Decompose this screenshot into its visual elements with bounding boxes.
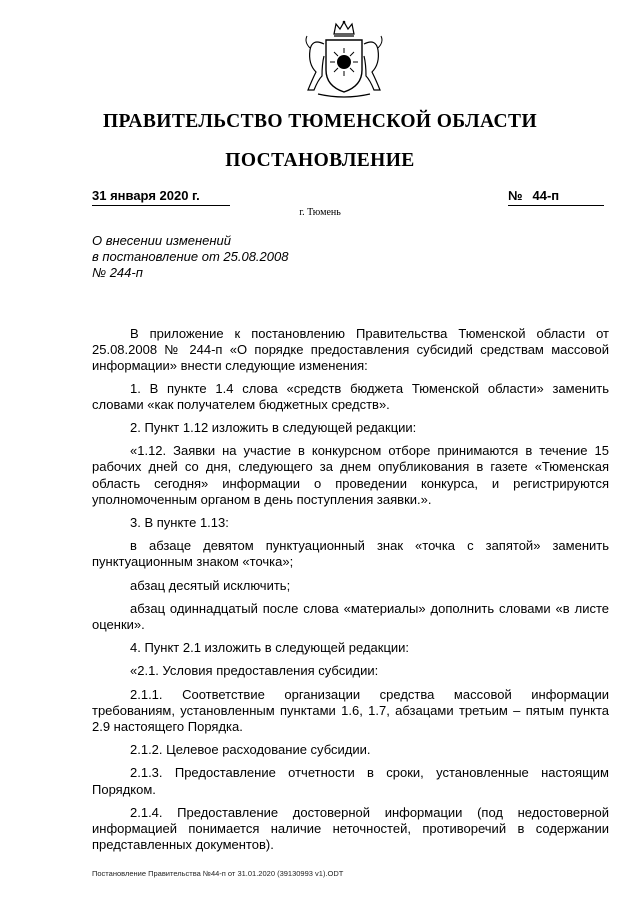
body-paragraph: «2.1. Условия предоставления субсидии: [130,663,379,679]
document-number-field [508,188,604,206]
body-paragraph: 2.1.3. Предоставление отчетности в сроки, установленные настоящим Порядком. [92,765,609,797]
body-paragraph: 2.1.1. Соответствие организации средства массовой информации требованиям, установленным пунктами 1.6, 1.7, абзацами третьим – пятым пункта 2.9 настоящего Порядка. [92,686,609,735]
body-paragraph: В приложение к постановлению Правительства Тюменской области от 25.08.2008 № 244-п «О порядке предоставления субсидий средствам массовой информации» внести следующие изменения: [92,326,609,374]
body-paragraph: 2.1.2. Целевое расходование субсидии. [130,742,371,758]
body-paragraph: 4. Пункт 2.1 изложить в следующей редакции: [130,640,410,656]
page-footer: Постановление Правительства №44-п от 31.01.2020 (39130993 v1).ODT [92,869,344,878]
body-paragraph: 2. Пункт 1.12 изложить в следующей редакции: [130,420,417,436]
tyumen-oblast-coat-of-arms-icon [298,20,390,98]
body-paragraph: 3. В пункте 1.13: [130,515,229,531]
body-paragraph: 2.1.4. Предоставление достоверной информации (под недостоверной информацией понимается наличие неточностей, противоречий в содержании представленных документов). [92,804,609,853]
body-paragraph: абзац десятый исключить; [130,577,291,593]
subject-line: О внесении изменений [92,233,231,248]
subject-line: в постановление от 25.08.2008 [92,249,289,264]
body-paragraph: в абзаце девятом пунктуационный знак «точка с запятой» заменить пунктуационным знаком «точка»; [92,538,609,570]
document-date: 31 января 2020 г. [92,188,200,203]
subject-line: № 244-п [92,265,143,280]
document-subject [92,233,392,281]
document-date-field [92,188,230,206]
government-title: ПРАВИТЕЛЬСТВО ТЮМЕНСКОЙ ОБЛАСТИ [102,111,538,132]
body-paragraph: 1. В пункте 1.4 слова «средств бюджета Тюменской области» заменить словами «как получателем бюджетных средств». [92,380,609,412]
document-type-title: ПОСТАНОВЛЕНИЕ [225,150,415,171]
city-name: г. Тюмень [299,207,341,218]
document-body [92,326,609,860]
body-paragraph: абзац одиннадцатый после слова «материалы» дополнить словами «в листе оценки». [92,600,609,633]
number-sign: № [508,188,523,203]
document-number: 44-п [532,188,560,203]
body-paragraph: «1.12. Заявки на участие в конкурсном отборе принимаются в течение 15 рабочих дней со дня, следующего за днем опубликования в газете «Тюменская область сегодня» информации о проведении конкурса, и регистрируются уполномоченным органом в день поступления заявки.». [92,443,609,507]
